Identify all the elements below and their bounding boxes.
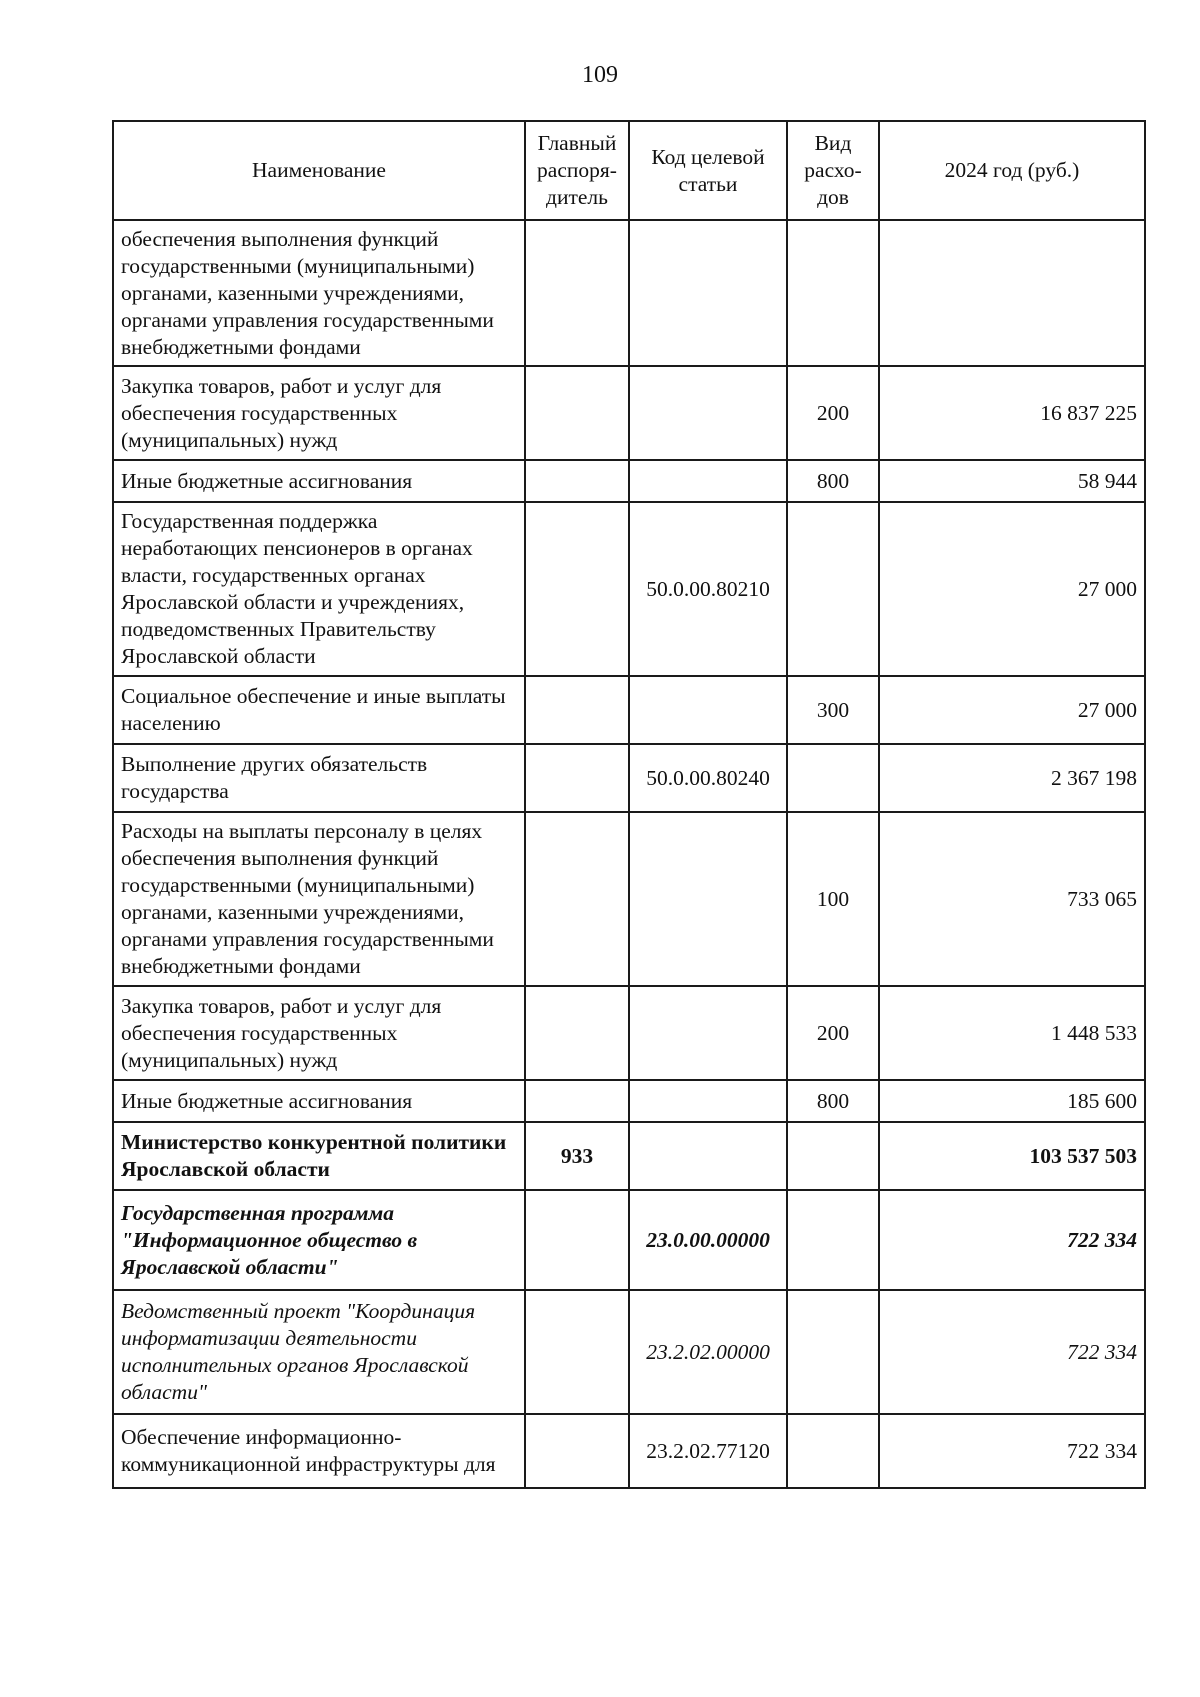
table-row	[113, 1080, 1145, 1122]
cell-sum: 185 600	[879, 1080, 1145, 1122]
cell-name: Выполнение других обязательств государства	[113, 744, 525, 812]
cell-vid	[787, 1190, 879, 1290]
table-row	[113, 460, 1145, 502]
cell-vid	[787, 1290, 879, 1414]
cell-rasp	[525, 676, 629, 744]
budget-table	[112, 120, 1146, 1489]
cell-name: Иные бюджетные ассигнования	[113, 1080, 525, 1122]
table-row	[113, 676, 1145, 744]
header-vid: Вид расхо-дов	[787, 121, 879, 220]
cell-rasp	[525, 744, 629, 812]
table-row	[113, 986, 1145, 1080]
cell-code	[629, 366, 787, 460]
cell-vid	[787, 1122, 879, 1190]
cell-code: 23.0.00.00000	[629, 1190, 787, 1290]
cell-name: Государственная поддержка неработающих пенсионеров в органах власти, государственных органах Ярославской области и учреждениях, подведомственных Правительству Ярославской области	[113, 502, 525, 676]
cell-rasp	[525, 1190, 629, 1290]
cell-sum: 733 065	[879, 812, 1145, 986]
cell-name: Иные бюджетные ассигнования	[113, 460, 525, 502]
cell-sum: 103 537 503	[879, 1122, 1145, 1190]
cell-name: обеспечения выполнения функций государственными (муниципальными) органами, казенными учреждениями, органами управления государственными внебюджетными фондами	[113, 220, 525, 366]
cell-sum: 2 367 198	[879, 744, 1145, 812]
header-sum: 2024 год (руб.)	[879, 121, 1145, 220]
cell-vid: 200	[787, 366, 879, 460]
cell-rasp	[525, 1080, 629, 1122]
table-row	[113, 812, 1145, 986]
cell-rasp	[525, 986, 629, 1080]
table-row-ministry	[113, 1122, 1145, 1190]
cell-vid	[787, 220, 879, 366]
header-code: Код целевой статьи	[629, 121, 787, 220]
cell-sum: 722 334	[879, 1414, 1145, 1488]
cell-sum: 27 000	[879, 502, 1145, 676]
cell-rasp	[525, 460, 629, 502]
cell-rasp	[525, 1414, 629, 1488]
header-name: Наименование	[113, 121, 525, 220]
cell-rasp	[525, 1290, 629, 1414]
cell-rasp	[525, 812, 629, 986]
cell-name: Ведомственный проект "Координация информатизации деятельности исполнительных органов Ярославской области"	[113, 1290, 525, 1414]
cell-sum: 1 448 533	[879, 986, 1145, 1080]
cell-code	[629, 1080, 787, 1122]
cell-name: Расходы на выплаты персоналу в целях обеспечения выполнения функций государственными (муниципальными) органами, казенными учреждениями, органами управления государственными внебюджетными фондами	[113, 812, 525, 986]
cell-code	[629, 986, 787, 1080]
cell-code: 50.0.00.80240	[629, 744, 787, 812]
header-rasp: Главный распоря-дитель	[525, 121, 629, 220]
cell-code	[629, 676, 787, 744]
cell-code	[629, 460, 787, 502]
page-number: 109	[582, 62, 618, 88]
cell-vid	[787, 1414, 879, 1488]
cell-rasp	[525, 366, 629, 460]
cell-sum	[879, 220, 1145, 366]
cell-name: Социальное обеспечение и иные выплаты населению	[113, 676, 525, 744]
cell-name: Министерство конкурентной политики Ярославской области	[113, 1122, 525, 1190]
table-row-program	[113, 1190, 1145, 1290]
cell-code: 23.2.02.00000	[629, 1290, 787, 1414]
cell-vid: 800	[787, 460, 879, 502]
table-row	[113, 1414, 1145, 1488]
cell-sum: 722 334	[879, 1290, 1145, 1414]
table-header-row	[113, 121, 1145, 220]
cell-sum: 722 334	[879, 1190, 1145, 1290]
cell-vid: 100	[787, 812, 879, 986]
cell-rasp	[525, 502, 629, 676]
cell-sum: 16 837 225	[879, 366, 1145, 460]
cell-rasp	[525, 220, 629, 366]
table-row	[113, 220, 1145, 366]
table-row-project	[113, 1290, 1145, 1414]
cell-name: Государственная программа "Информационное общество в Ярославской области"	[113, 1190, 525, 1290]
cell-code: 23.2.02.77120	[629, 1414, 787, 1488]
cell-code	[629, 220, 787, 366]
cell-rasp: 933	[525, 1122, 629, 1190]
cell-vid: 800	[787, 1080, 879, 1122]
cell-vid	[787, 502, 879, 676]
table-row	[113, 366, 1145, 460]
cell-name: Закупка товаров, работ и услуг для обеспечения государственных (муниципальных) нужд	[113, 986, 525, 1080]
table-row	[113, 502, 1145, 676]
cell-sum: 27 000	[879, 676, 1145, 744]
cell-code: 50.0.00.80210	[629, 502, 787, 676]
cell-vid: 300	[787, 676, 879, 744]
cell-sum: 58 944	[879, 460, 1145, 502]
cell-vid	[787, 744, 879, 812]
table-row	[113, 744, 1145, 812]
cell-code	[629, 1122, 787, 1190]
cell-name: Закупка товаров, работ и услуг для обеспечения государственных (муниципальных) нужд	[113, 366, 525, 460]
cell-name: Обеспечение информационно-коммуникационной инфраструктуры для	[113, 1414, 525, 1488]
cell-code	[629, 812, 787, 986]
cell-vid: 200	[787, 986, 879, 1080]
